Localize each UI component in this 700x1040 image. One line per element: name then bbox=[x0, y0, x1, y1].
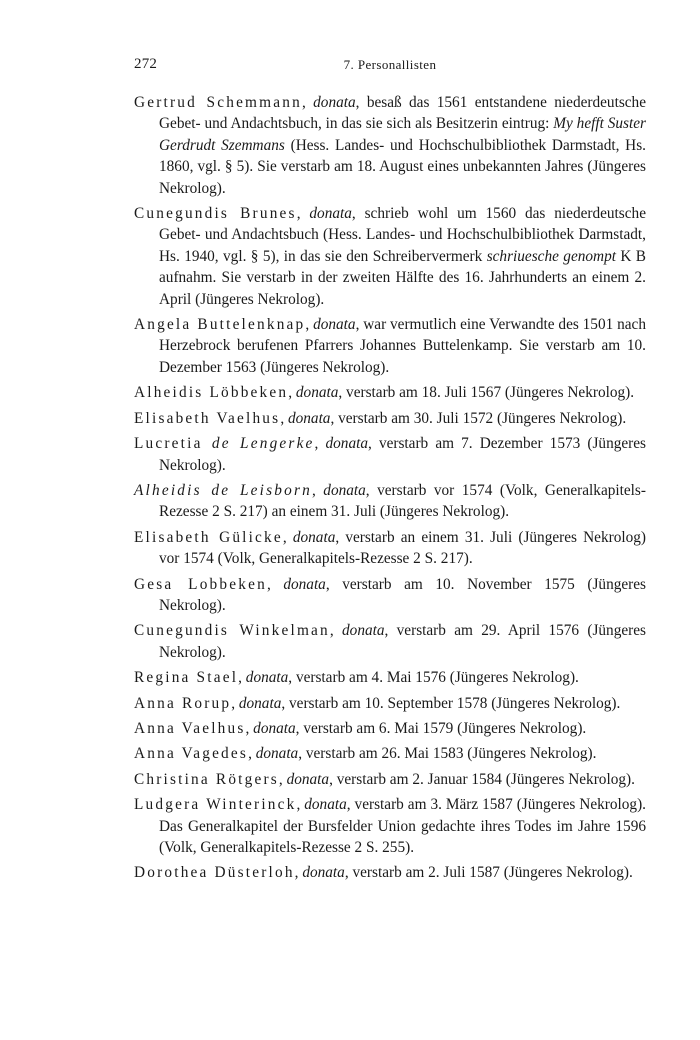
entry-text: , besaß das 1561 entstandene niederdeutsche Gebet- und Andachtsbuch, in das sie sich als Besitzerin eintrug: bbox=[159, 94, 646, 133]
entry-name: Dorothea Düsterloh bbox=[134, 864, 295, 882]
entry bbox=[134, 433, 646, 476]
entry-text: , verstarb am 18. Juli 1567 (Jüngeres Nekrolog). bbox=[338, 384, 635, 402]
entry-text: , verstarb an einem 31. Juli (Jüngeres Nekrolog) vor 1574 (Volk, Generalkapitels-Rezesse 2 S. 217). bbox=[159, 528, 646, 568]
entry-sep-role: , bbox=[248, 745, 256, 763]
entry-name: Anna Vaelhus bbox=[134, 719, 246, 737]
entry-sep-role: , bbox=[296, 796, 305, 814]
entry-italic-quote: My hefft Suster Gerdrudt Szemmans bbox=[159, 115, 646, 154]
entry bbox=[134, 794, 646, 858]
entry-sep-role: , bbox=[314, 435, 326, 453]
entry bbox=[134, 574, 646, 617]
entry-role-text: donata bbox=[309, 205, 352, 223]
entry-text: , verstarb am 6. Mai 1579 (Jüngeres Nekrolog). bbox=[295, 719, 587, 737]
entry-name: Elisabeth Vaelhus bbox=[134, 409, 281, 427]
entry bbox=[134, 527, 646, 570]
entry-text: , verstarb am 29. April 1576 (Jüngeres Nekrolog). bbox=[159, 622, 646, 661]
entry-text: , verstarb am 10. November 1575 (Jüngeres Nekrolog). bbox=[159, 575, 646, 614]
entry-sep-role: , bbox=[301, 94, 314, 111]
entry-text: , war vermutlich eine Verwandte des 1501 nach Herzebrock berufenen Pfarrers Johannes Buttelenkamp. Sie verstarb am 10. Dezember 1563 (Jüngeres Nekrolog). bbox=[159, 316, 646, 376]
entry-text: , verstarb am 7. Dezember 1573 (Jüngeres Nekrolog). bbox=[159, 435, 646, 474]
entry-name: Angela Buttelenknap bbox=[134, 316, 306, 334]
entry-role-text: donata bbox=[295, 384, 339, 402]
chapter-title: 7. Personallisten bbox=[343, 57, 437, 72]
entry-name: Anna Vagedes bbox=[134, 745, 249, 763]
entry-sep-role: , bbox=[238, 669, 246, 687]
entry-text: , verstarb vor 1574 (Volk, Generalkapitels-Rezesse 2 S. 217) an einem 31. Juli (Jüngeres Nekrolog). bbox=[159, 481, 646, 521]
entry-sep-role: , bbox=[305, 316, 314, 334]
entry-sep-role: , bbox=[231, 694, 239, 712]
entry-text-cont: (Hess. Landes- und Hochschulbibliothek Darmstadt, Hs. 1860, vgl. § 5). Sie verstarb am 18. August eines unbekannten Jahres (Jüngeres Nekrolog). bbox=[159, 136, 647, 197]
entry-role-text: donata bbox=[325, 435, 368, 453]
entry-name: Lucretia bbox=[134, 435, 203, 453]
entry-name-italic: de Lengerke bbox=[202, 435, 315, 453]
entry-role-text: donata bbox=[304, 796, 347, 814]
entry-role-text: donata bbox=[323, 481, 366, 499]
entry-sep-role: , bbox=[329, 622, 343, 640]
page-number: 272 bbox=[134, 56, 158, 72]
entry-name: Gertrud Schemmann bbox=[134, 94, 302, 111]
entry-role-text: donata bbox=[286, 770, 330, 788]
entry-sep-role: , bbox=[282, 528, 293, 546]
entry-name: Gesa Lobbeken bbox=[134, 575, 267, 593]
entry-list bbox=[134, 92, 646, 884]
entry-text: , verstarb am 4. Mai 1576 (Jüngeres Nekrolog). bbox=[288, 669, 579, 687]
entry bbox=[134, 862, 646, 883]
entry bbox=[134, 718, 646, 739]
entry-text: , verstarb am 3. März 1587 (Jüngeres Nekrolog). Das Generalkapitel der Bursfelder Union gedachte ihres Todes im Jahre 1596 (Volk, Generalkapitels-Rezesse 2 S. 255). bbox=[159, 796, 646, 856]
book-page bbox=[134, 56, 646, 888]
entry bbox=[134, 769, 646, 790]
entry-role-text: donata bbox=[245, 669, 289, 687]
entry-role-text: donata bbox=[287, 409, 331, 427]
entry bbox=[134, 620, 646, 663]
entry-sep-role: , bbox=[278, 770, 287, 788]
entry-sep-role: , bbox=[245, 719, 254, 737]
entry-sep-role: , bbox=[294, 864, 303, 882]
entry bbox=[134, 743, 646, 764]
entry bbox=[134, 480, 646, 523]
entry bbox=[134, 314, 646, 378]
entry-sep-role: , bbox=[296, 205, 310, 223]
entry-name: Christina Rötgers bbox=[134, 770, 279, 788]
entry-text: , verstarb am 26. Mai 1583 (Jüngeres Nekrolog). bbox=[298, 745, 597, 763]
entry-sep-role: , bbox=[288, 384, 296, 402]
entry-text-cont: K B aufnahm. Sie verstarb in der zweiten Hälfte des 16. Jahrhunderts an einem 2. April (Jüngeres Nekrolog). bbox=[159, 247, 647, 308]
entry bbox=[134, 667, 646, 688]
entry-text: , verstarb am 2. Januar 1584 (Jüngeres Nekrolog). bbox=[329, 770, 635, 788]
entry-sep-role: , bbox=[311, 481, 324, 499]
entry-role-text: donata bbox=[292, 528, 336, 546]
entry-text: , verstarb am 2. Juli 1587 (Jüngeres Nekrolog). bbox=[344, 864, 633, 882]
entry bbox=[134, 693, 646, 714]
entry-role-text: donata bbox=[313, 316, 356, 334]
entry-role-text: donata bbox=[302, 864, 345, 882]
entry-name: Anna Rorup bbox=[134, 694, 232, 712]
entry-name: Alheidis Löbbeken bbox=[134, 384, 289, 402]
entry bbox=[134, 408, 646, 429]
entry-name: Cunegundis Winkelman bbox=[134, 622, 330, 640]
entry-sep-role: , bbox=[266, 575, 284, 593]
entry-text: , verstarb am 10. September 1578 (Jüngeres Nekrolog). bbox=[281, 694, 621, 712]
entry-name: Ludgera Winterinck bbox=[134, 796, 297, 814]
running-head bbox=[134, 56, 646, 78]
entry-text: , verstarb am 30. Juli 1572 (Jüngeres Nekrolog). bbox=[330, 409, 627, 427]
entry-italic-quote: schriuesche genompt bbox=[486, 247, 616, 265]
entry-name: Regina Stael bbox=[134, 669, 239, 687]
entry-sep-role: , bbox=[280, 409, 288, 427]
entry-role-text: donata bbox=[283, 575, 326, 593]
entry-role-text: donata bbox=[255, 745, 299, 763]
entry-name-italic: Alheidis de Leisborn bbox=[134, 481, 312, 499]
entry bbox=[134, 92, 646, 199]
entry-role-text: donata bbox=[253, 719, 296, 737]
entry bbox=[134, 382, 646, 403]
entry bbox=[134, 203, 646, 310]
entry-text: , schrieb wohl um 1560 das niederdeutsche Gebet- und Andachtsbuch (Hess. Landes- und Hochschulbibliothek Darmstadt, Hs. 1940, vgl. § 5), in das sie den Schreibervermerk bbox=[159, 205, 646, 265]
entry-role-text: donata bbox=[313, 94, 356, 111]
entry-role-text: donata bbox=[238, 694, 282, 712]
entry-role-text: donata bbox=[342, 622, 385, 640]
entry-name: Elisabeth Gülicke bbox=[134, 528, 283, 546]
entry-name: Cunegundis Brunes bbox=[134, 205, 297, 223]
